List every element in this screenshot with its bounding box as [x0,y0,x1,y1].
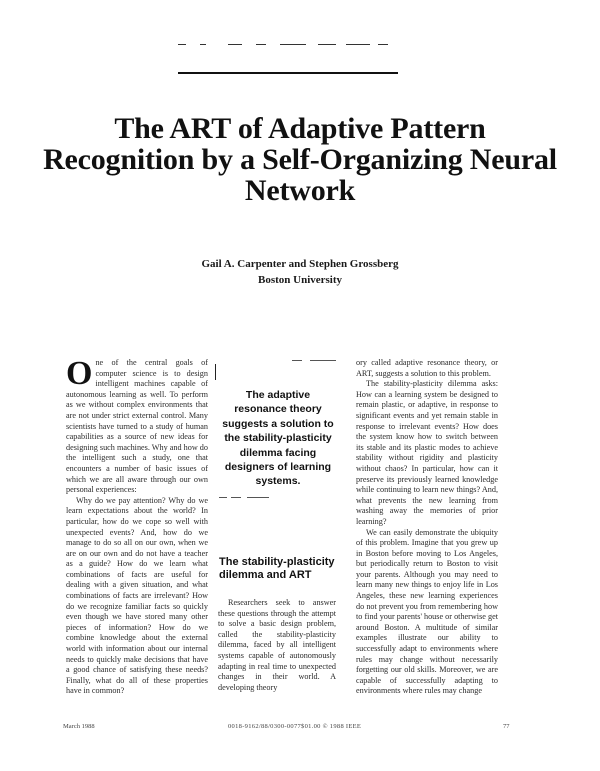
pull-quote: The adaptive resonance theory suggests a solution to the stability-plasticity dilemma facing designers of learning systems. [222,389,334,488]
header-dashed-rule [178,44,388,46]
pull-quote-top-rule [232,360,336,361]
footer-date: March 1988 [63,723,95,730]
drop-cap: O [66,355,93,392]
page-number: 77 [503,723,510,730]
left-paragraph-2: Why do we pay attention? Why do we learn expectations about the world? In particular, how do we cope so well with unexpected events? And, how do we manage to do so all on our own, when we are on our own and do not have a teacher as a guide? How do we learn what combinations of facts are useful for dealing with a given situation, and what combinations of facts are irrelevant? How do we recognize familiar facts so quickly even though we have stored many other pieces of information? How do we combine knowledge about the external world with information about our internal needs to quickly make decisions that have a good chance of satisfying these needs? Finally, what do all of these properties have in common? [66,495,208,696]
left-paragraph-1: ne of the central goals of computer science is to design intelligent machines capable of autonomous learning as well. To perform as we without complex environments that are not under strict external control. Many scientists have turned to a study of human capabilities as a source of new ideas for designing such machines. Why and how do the intelligent such a study, one that encounters a number of basic issues of which we are all aware through our own personal experiences: [66,358,208,495]
middle-column [218,598,336,693]
header-solid-rule [178,72,398,74]
pull-quote-bar [215,364,216,380]
right-paragraph-1: ory called adaptive resonance theory, or ART, suggests a solution to this problem. [356,358,498,378]
right-column [356,358,498,697]
left-column [66,355,208,697]
article-title: The ART of Adaptive Pattern Recognition by a Self-Organizing Neural Network [43,112,557,207]
right-paragraph-3: We can easily demonstrate the ubiquity of this problem. Imagine that you grew up in Boston before moving to Los Angeles, but periodically return to Boston to visit your parents. Although you may need to learn many new things to enjoy life in Los Angeles, these new learning experiences do not prevent you from remembering how to find your parents' house or otherwise get around Boston. A multitude of similar examples illustrate our ability to successfully adapt to environments where rules may change without necessarily forgetting our old skills. Moreover, we are capable of successfully adapting to environments where rules may change [356,527,498,696]
right-paragraph-2: The stability-plasticity dilemma asks: How can a learning system be designed to remain plastic, or adaptive, in response to significant events and yet remain stable in response to irrelevant events? How does the system know how to switch between its stable and its plastic modes to achieve stability without rigidity and plasticity without chaos? In particular, how can it preserve its previously learned knowledge while continuing to learn new things? And, what prevents the new learning from washing away the memories of prior learning? [356,379,498,526]
middle-paragraph-1: Researchers seek to answer these questions through the attempt to solve a basic design problem, called the stability-plasticity dilemma, faced by all intelligent systems capable of autonomously adapting in real time to unexpected changes in their world. A developing theory [218,598,336,692]
footer-copyright: 0018-9162/88/0300-0077$01.00 © 1988 IEEE [228,723,362,730]
article-authors: Gail A. Carpenter and Stephen Grossberg [201,258,399,270]
pull-quote-bottom-rule [219,497,269,498]
article-affiliation: Boston University [257,274,343,286]
section-heading: The stability-plasticity dilemma and ART [219,556,335,581]
